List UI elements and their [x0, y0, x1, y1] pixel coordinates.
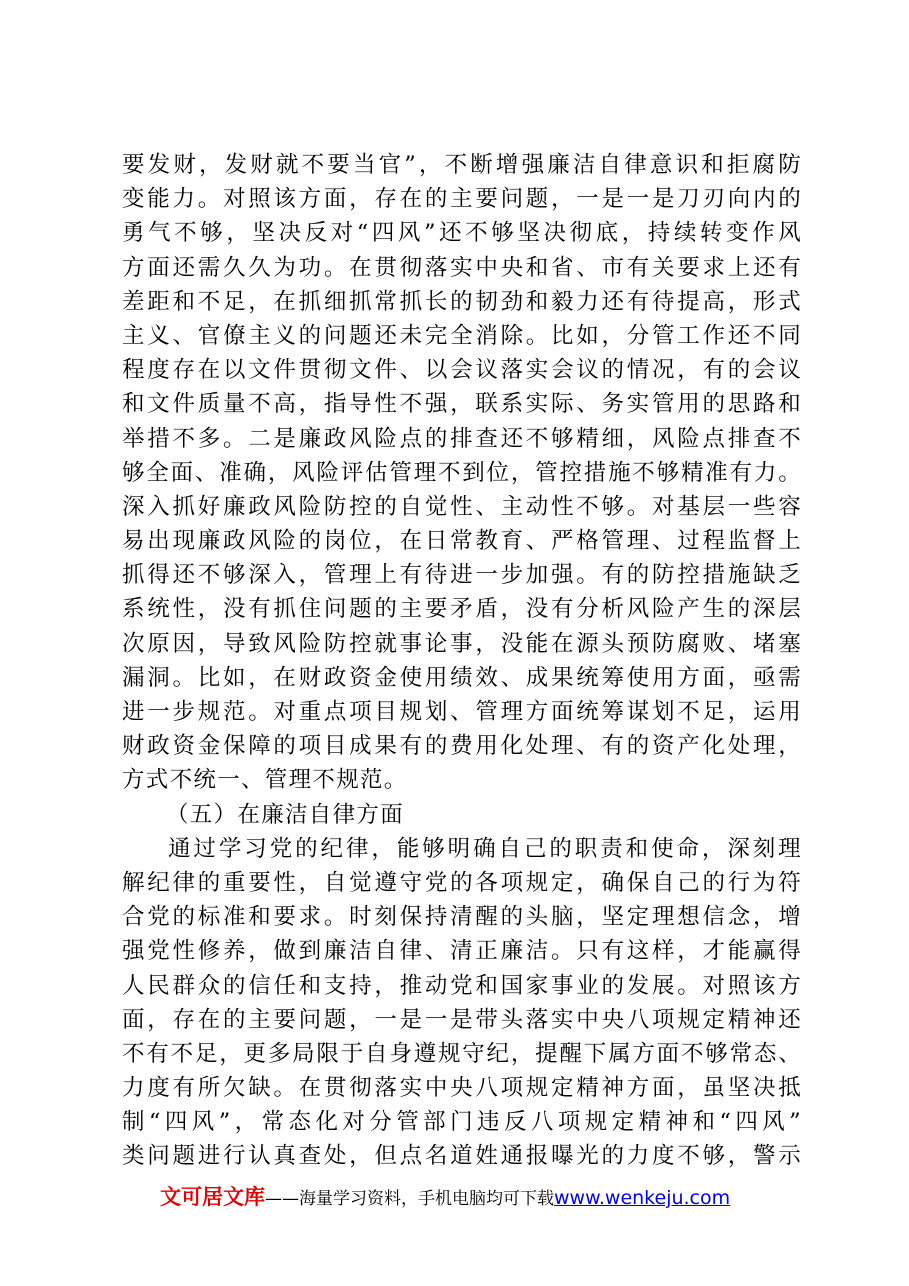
paragraph-line: 方式不统一、管理不规范。 — [122, 767, 408, 794]
paragraph-line: 类问题进行认真查处，但点名道姓通报曝光的力度不够，警示 — [122, 1143, 802, 1170]
paragraph-line: 次原因，导致风险防控就事论事，没能在源头预防腐败、堵塞 — [122, 630, 802, 657]
paragraph-line: 深入抓好廉政风险防控的自觉性、主动性不够。对基层一些容 — [122, 493, 802, 520]
paragraph-line: 易出现廉政风险的岗位，在日常教育、严格管理、过程监督上 — [122, 528, 802, 555]
paragraph-line: 不有不足，更多局限于自身遵规守纪，提醒下属方面不够常态、 — [122, 1040, 802, 1067]
page-footer — [160, 1180, 780, 1214]
paragraph-line: 力度有所欠缺。在贯彻落实中央八项规定精神方面，虽坚决抵 — [122, 1075, 802, 1102]
footer-url-link[interactable]: www.wenkeju.com — [554, 1187, 731, 1209]
paragraph-line: 系统性，没有抓住问题的主要矛盾，没有分析风险产生的深层 — [122, 596, 802, 623]
paragraph-line: 勇气不够，坚决反对“四风”还不够坚决彻底，持续转变作风 — [122, 220, 802, 247]
paragraph-line: 举措不多。二是廉政风险点的排查还不够精细，风险点排查不 — [122, 425, 802, 452]
footer-tagline: ——海量学习资料，手机电脑均可下载 — [265, 1189, 554, 1209]
section-heading: （五）在廉洁自律方面 — [166, 801, 405, 828]
paragraph-line: 和文件质量不高，指导性不强，联系实际、务实管用的思路和 — [122, 391, 802, 418]
paragraph-line: 差距和不足，在抓细抓常抓长的韧劲和毅力还有待提高，形式 — [122, 288, 802, 315]
paragraph-line: 漏洞。比如，在财政资金使用绩效、成果统筹使用方面，亟需 — [122, 664, 802, 691]
paragraph-line: 主义、官僚主义的问题还未完全消除。比如，分管工作还不同 — [122, 322, 802, 349]
paragraph-line: 面，存在的主要问题，一是一是带头落实中央八项规定精神还 — [122, 1006, 802, 1033]
document-body — [122, 148, 802, 1174]
paragraph-line: 进一步规范。对重点项目规划、管理方面统筹谋划不足，运用 — [122, 699, 802, 725]
paragraph-line: 财政资金保障的项目成果有的费用化处理、有的资产化处理， — [122, 733, 802, 760]
footer-brand: 文可居文库 — [160, 1185, 265, 1209]
paragraph-line: 够全面、准确，风险评估管理不到位，管控措施不够精准有力。 — [122, 459, 802, 486]
paragraph-line: 通过学习党的纪律，能够明确自己的职责和使命，深刻理 — [168, 835, 802, 862]
paragraph-line: 合党的标准和要求。时刻保持清醒的头脑，坚定理想信念，增 — [122, 904, 802, 931]
paragraph-line: 程度存在以文件贯彻文件、以会议落实会议的情况，有的会议 — [122, 357, 802, 384]
paragraph-line: 抓得还不够深入，管理上有待进一步加强。有的防控措施缺乏 — [122, 562, 802, 589]
paragraph-line: 人民群众的信任和支持，推动党和国家事业的发展。对照该方 — [122, 972, 802, 999]
paragraph-line: 制“四风”，常态化对分管部门违反八项规定精神和“四风” — [122, 1109, 802, 1136]
paragraph-line: 强党性修养，做到廉洁自律、清正廉洁。只有这样，才能赢得 — [122, 938, 802, 965]
paragraph-line: 变能力。对照该方面，存在的主要问题，一是一是刀刃向内的 — [122, 186, 802, 213]
paragraph-line: 方面还需久久为功。在贯彻落实中央和省、市有关要求上还有 — [122, 254, 802, 281]
paragraph-line: 要发财，发财就不要当官”，不断增强廉洁自律意识和拒腐防 — [122, 152, 802, 178]
paragraph-line: 解纪律的重要性，自觉遵守党的各项规定，确保自己的行为符 — [122, 869, 802, 896]
